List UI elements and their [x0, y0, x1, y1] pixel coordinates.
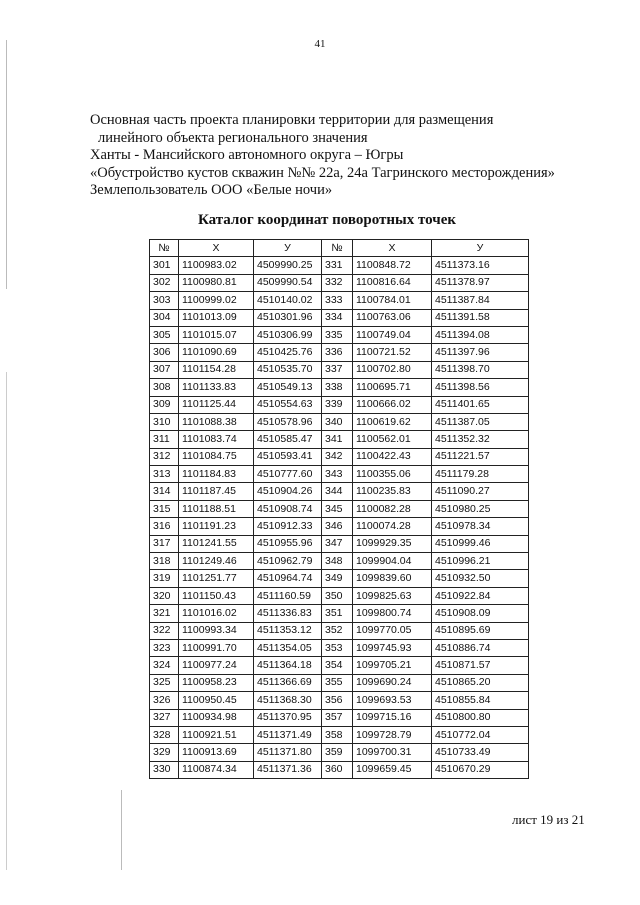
cell-y: 4510585.47 [254, 431, 322, 448]
cell-x: 1101154.28 [179, 361, 254, 378]
cell-y: 4510549.13 [254, 379, 322, 396]
cell-x: 1100695.71 [353, 379, 432, 396]
cell-y: 4510999.46 [432, 535, 529, 552]
cell-x: 1100874.34 [179, 761, 254, 778]
cell-y: 4511370.95 [254, 709, 322, 726]
cell-number: 315 [150, 500, 179, 517]
cell-number: 327 [150, 709, 179, 726]
cell-x: 1100666.02 [353, 396, 432, 413]
table-row [150, 726, 529, 743]
cell-number: 303 [150, 292, 179, 309]
cell-x: 1101191.23 [179, 518, 254, 535]
header-number-1: № [150, 240, 179, 257]
cell-y: 4510800.80 [432, 709, 529, 726]
cell-x: 1101015.07 [179, 326, 254, 343]
cell-y: 4510578.96 [254, 413, 322, 430]
table-row [150, 379, 529, 396]
cell-x: 1101084.75 [179, 448, 254, 465]
table-row [150, 674, 529, 691]
cell-number: 359 [322, 744, 353, 761]
table-row [150, 257, 529, 274]
cell-x: 1101249.46 [179, 553, 254, 570]
cell-number: 341 [322, 431, 353, 448]
table-row [150, 274, 529, 291]
cell-x: 1099825.63 [353, 587, 432, 604]
cell-x: 1100074.28 [353, 518, 432, 535]
cell-number: 322 [150, 622, 179, 639]
cell-x: 1100958.23 [179, 674, 254, 691]
cell-y: 4510908.74 [254, 500, 322, 517]
cell-number: 314 [150, 483, 179, 500]
cell-y: 4511090.27 [432, 483, 529, 500]
table-row [150, 639, 529, 656]
table-row [150, 535, 529, 552]
cell-y: 4511398.70 [432, 361, 529, 378]
cell-number: 308 [150, 379, 179, 396]
table-row [150, 326, 529, 343]
cell-x: 1101150.43 [179, 587, 254, 604]
table-row [150, 361, 529, 378]
heading-line-4: «Обустройство кустов скважин №№ 22а, 24а Тагринского месторождения» [90, 164, 555, 181]
heading-line-3: Ханты - Мансийского автономного округа – Югры [90, 147, 404, 163]
cell-number: 326 [150, 692, 179, 709]
cell-x: 1100934.98 [179, 709, 254, 726]
cell-number: 351 [322, 605, 353, 622]
cell-x: 1100702.80 [353, 361, 432, 378]
coordinates-table [149, 239, 529, 779]
cell-x: 1101241.55 [179, 535, 254, 552]
table-row [150, 448, 529, 465]
cell-y: 4511352.32 [432, 431, 529, 448]
catalog-title: Каталог координат поворотных точек [197, 212, 457, 228]
cell-x: 1100422.43 [353, 448, 432, 465]
cell-y: 4510301.96 [254, 309, 322, 326]
cell-x: 1101013.09 [179, 309, 254, 326]
cell-x: 1100999.02 [179, 292, 254, 309]
cell-y: 4510962.79 [254, 553, 322, 570]
cell-number: 329 [150, 744, 179, 761]
table-body [150, 257, 529, 779]
cell-x: 1099705.21 [353, 657, 432, 674]
cell-number: 319 [150, 570, 179, 587]
table-row [150, 657, 529, 674]
cell-number: 345 [322, 500, 353, 517]
cell-number: 302 [150, 274, 179, 291]
cell-y: 4510670.29 [432, 761, 529, 778]
cell-y: 4510996.21 [432, 553, 529, 570]
cell-number: 353 [322, 639, 353, 656]
heading-line-5: Землепользователь ООО «Белые ночи» [90, 182, 333, 198]
cell-x: 1099728.79 [353, 726, 432, 743]
cell-number: 344 [322, 483, 353, 500]
cell-x: 1100991.70 [179, 639, 254, 656]
cell-number: 309 [150, 396, 179, 413]
cell-number: 320 [150, 587, 179, 604]
cell-y: 4510535.70 [254, 361, 322, 378]
cell-x: 1100983.02 [179, 257, 254, 274]
cell-y: 4511391.58 [432, 309, 529, 326]
header-y-1: У [254, 240, 322, 257]
cell-y: 4511368.30 [254, 692, 322, 709]
table-row [150, 587, 529, 604]
cell-y: 4511394.08 [432, 326, 529, 343]
table-row [150, 570, 529, 587]
cell-y: 4511354.05 [254, 639, 322, 656]
heading-line-2: линейного объекта регионального значения [98, 129, 368, 146]
cell-y: 4510733.49 [432, 744, 529, 761]
cell-x: 1100562.01 [353, 431, 432, 448]
cell-y: 4511371.49 [254, 726, 322, 743]
cell-y: 4510955.96 [254, 535, 322, 552]
cell-y: 4511336.83 [254, 605, 322, 622]
cell-number: 354 [322, 657, 353, 674]
cell-number: 301 [150, 257, 179, 274]
cell-number: 325 [150, 674, 179, 691]
cell-y: 4510908.09 [432, 605, 529, 622]
cell-y: 4511397.96 [432, 344, 529, 361]
document-heading [90, 112, 610, 200]
header-number-2: № [322, 240, 353, 257]
table-row [150, 605, 529, 622]
cell-number: 305 [150, 326, 179, 343]
cell-number: 333 [322, 292, 353, 309]
cell-y: 4510772.04 [432, 726, 529, 743]
cell-x: 1100980.81 [179, 274, 254, 291]
cell-x: 1100848.72 [353, 257, 432, 274]
table-row [150, 413, 529, 430]
scan-margin-mark [121, 790, 122, 870]
cell-number: 342 [322, 448, 353, 465]
cell-number: 343 [322, 466, 353, 483]
cell-y: 4510922.84 [432, 587, 529, 604]
cell-number: 350 [322, 587, 353, 604]
cell-x: 1099700.31 [353, 744, 432, 761]
cell-x: 1101184.83 [179, 466, 254, 483]
cell-x: 1101083.74 [179, 431, 254, 448]
table-row [150, 500, 529, 517]
cell-x: 1101016.02 [179, 605, 254, 622]
cell-y: 4510425.76 [254, 344, 322, 361]
cell-number: 352 [322, 622, 353, 639]
cell-y: 4509990.25 [254, 257, 322, 274]
cell-x: 1099800.74 [353, 605, 432, 622]
cell-number: 349 [322, 570, 353, 587]
cell-x: 1100816.64 [353, 274, 432, 291]
table-row [150, 553, 529, 570]
cell-x: 1100977.24 [179, 657, 254, 674]
cell-y: 4511179.28 [432, 466, 529, 483]
scan-edge-line [6, 40, 7, 870]
cell-y: 4510855.84 [432, 692, 529, 709]
cell-number: 334 [322, 309, 353, 326]
cell-y: 4511401.65 [432, 396, 529, 413]
cell-number: 321 [150, 605, 179, 622]
cell-y: 4510912.33 [254, 518, 322, 535]
page-number: 41 [314, 38, 326, 50]
cell-y: 4511371.36 [254, 761, 322, 778]
cell-number: 324 [150, 657, 179, 674]
cell-number: 328 [150, 726, 179, 743]
cell-number: 347 [322, 535, 353, 552]
cell-y: 4510777.60 [254, 466, 322, 483]
cell-number: 360 [322, 761, 353, 778]
table-row [150, 344, 529, 361]
cell-number: 312 [150, 448, 179, 465]
cell-y: 4511160.59 [254, 587, 322, 604]
cell-y: 4510140.02 [254, 292, 322, 309]
table-row [150, 692, 529, 709]
cell-x: 1101188.51 [179, 500, 254, 517]
cell-number: 335 [322, 326, 353, 343]
cell-x: 1101251.77 [179, 570, 254, 587]
table-row [150, 761, 529, 778]
cell-number: 313 [150, 466, 179, 483]
table-row [150, 466, 529, 483]
table-row [150, 483, 529, 500]
cell-x: 1101090.69 [179, 344, 254, 361]
table-row [150, 709, 529, 726]
cell-number: 338 [322, 379, 353, 396]
cell-number: 339 [322, 396, 353, 413]
cell-x: 1099690.24 [353, 674, 432, 691]
cell-y: 4510895.69 [432, 622, 529, 639]
cell-number: 307 [150, 361, 179, 378]
table-row [150, 622, 529, 639]
cell-y: 4510932.50 [432, 570, 529, 587]
cell-x: 1100749.04 [353, 326, 432, 343]
cell-x: 1100913.69 [179, 744, 254, 761]
table-row [150, 744, 529, 761]
cell-x: 1100082.28 [353, 500, 432, 517]
cell-y: 4510865.20 [432, 674, 529, 691]
cell-number: 316 [150, 518, 179, 535]
cell-y: 4511364.18 [254, 657, 322, 674]
cell-x: 1100763.06 [353, 309, 432, 326]
cell-x: 1100619.62 [353, 413, 432, 430]
cell-number: 356 [322, 692, 353, 709]
cell-x: 1101088.38 [179, 413, 254, 430]
cell-x: 1099770.05 [353, 622, 432, 639]
cell-number: 348 [322, 553, 353, 570]
heading-line-1: Основная часть проекта планировки территории для размещения [90, 112, 494, 128]
cell-number: 336 [322, 344, 353, 361]
cell-number: 330 [150, 761, 179, 778]
cell-y: 4511387.84 [432, 292, 529, 309]
cell-number: 306 [150, 344, 179, 361]
cell-number: 318 [150, 553, 179, 570]
cell-x: 1101133.83 [179, 379, 254, 396]
cell-number: 358 [322, 726, 353, 743]
cell-y: 4511373.16 [432, 257, 529, 274]
table-row [150, 431, 529, 448]
cell-x: 1099839.60 [353, 570, 432, 587]
table-header-row [150, 240, 529, 257]
cell-x: 1100355.06 [353, 466, 432, 483]
cell-x: 1099904.04 [353, 553, 432, 570]
cell-number: 317 [150, 535, 179, 552]
cell-number: 355 [322, 674, 353, 691]
cell-y: 4511398.56 [432, 379, 529, 396]
cell-x: 1100950.45 [179, 692, 254, 709]
cell-y: 4511221.57 [432, 448, 529, 465]
cell-x: 1099659.45 [353, 761, 432, 778]
header-y-2: У [432, 240, 529, 257]
cell-x: 1099745.93 [353, 639, 432, 656]
cell-y: 4510978.34 [432, 518, 529, 535]
cell-y: 4511366.69 [254, 674, 322, 691]
header-x-1: X [179, 240, 254, 257]
cell-x: 1100721.52 [353, 344, 432, 361]
cell-number: 310 [150, 413, 179, 430]
cell-y: 4511387.05 [432, 413, 529, 430]
table-row [150, 518, 529, 535]
cell-number: 346 [322, 518, 353, 535]
cell-y: 4511353.12 [254, 622, 322, 639]
cell-x: 1101187.45 [179, 483, 254, 500]
table-row [150, 292, 529, 309]
cell-y: 4509990.54 [254, 274, 322, 291]
cell-number: 357 [322, 709, 353, 726]
cell-x: 1101125.44 [179, 396, 254, 413]
cell-number: 323 [150, 639, 179, 656]
cell-y: 4510964.74 [254, 570, 322, 587]
cell-number: 337 [322, 361, 353, 378]
cell-number: 340 [322, 413, 353, 430]
cell-number: 331 [322, 257, 353, 274]
cell-x: 1100921.51 [179, 726, 254, 743]
cell-x: 1099715.16 [353, 709, 432, 726]
cell-y: 4510980.25 [432, 500, 529, 517]
header-x-2: X [353, 240, 432, 257]
sheet-counter: лист 19 из 21 [512, 812, 585, 827]
cell-number: 332 [322, 274, 353, 291]
cell-y: 4511378.97 [432, 274, 529, 291]
cell-y: 4510593.41 [254, 448, 322, 465]
cell-y: 4510871.57 [432, 657, 529, 674]
cell-number: 304 [150, 309, 179, 326]
cell-x: 1099693.53 [353, 692, 432, 709]
cell-x: 1100784.01 [353, 292, 432, 309]
cell-y: 4511371.80 [254, 744, 322, 761]
cell-x: 1100235.83 [353, 483, 432, 500]
cell-x: 1100993.34 [179, 622, 254, 639]
cell-y: 4510306.99 [254, 326, 322, 343]
table-row [150, 396, 529, 413]
cell-number: 311 [150, 431, 179, 448]
cell-y: 4510886.74 [432, 639, 529, 656]
table-row [150, 309, 529, 326]
cell-x: 1099929.35 [353, 535, 432, 552]
cell-y: 4510904.26 [254, 483, 322, 500]
cell-y: 4510554.63 [254, 396, 322, 413]
